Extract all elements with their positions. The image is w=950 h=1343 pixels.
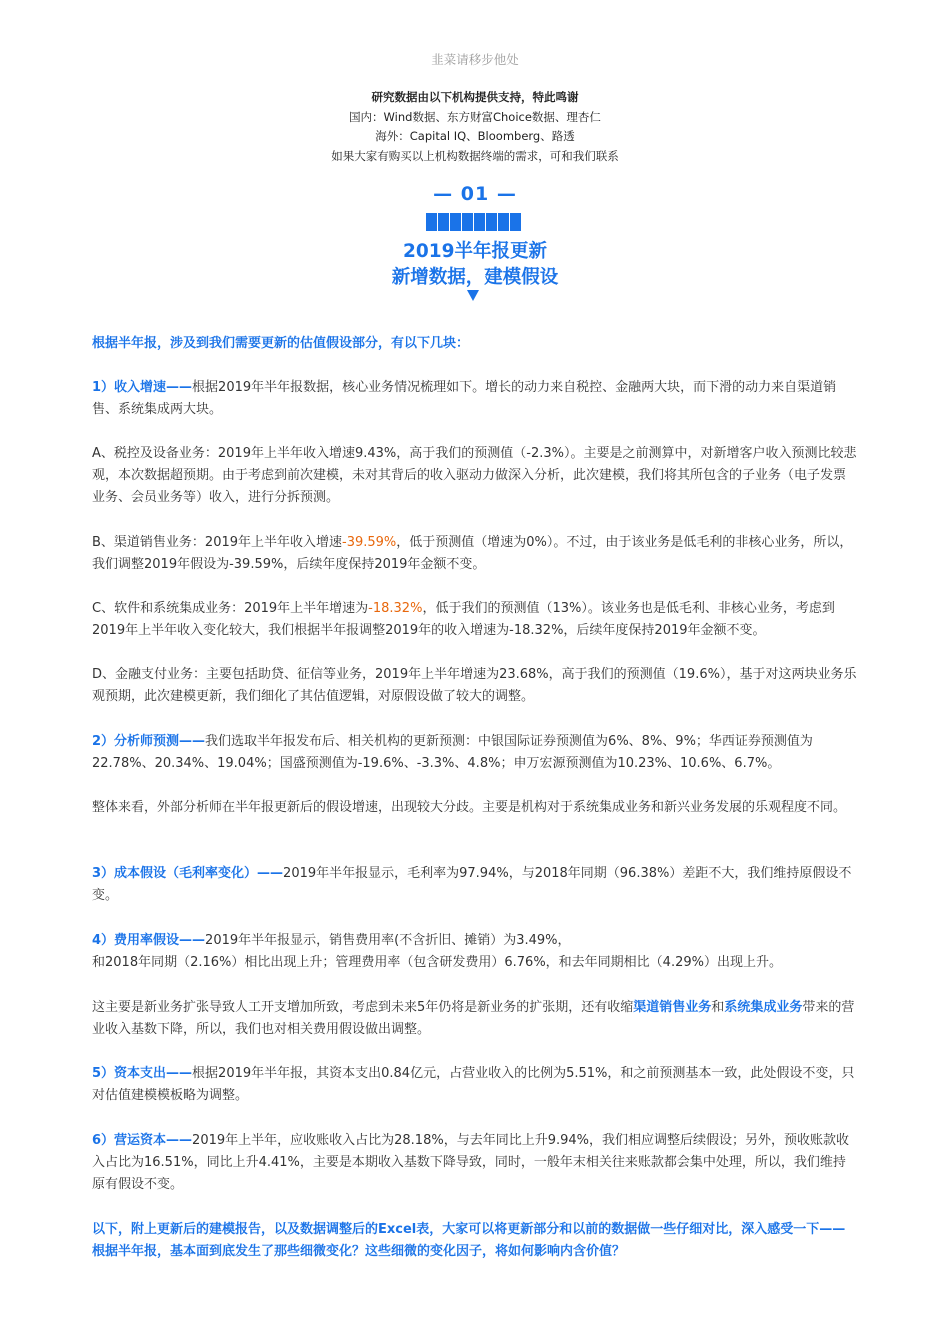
paragraph-heading: 2）分析师预测—— bbox=[92, 734, 206, 749]
paragraph-heading: 6）营运资本—— bbox=[92, 1133, 193, 1148]
paragraph-heading: 1）收入增速—— bbox=[92, 380, 193, 395]
section-number: — 01 — bbox=[433, 183, 517, 205]
paragraph-text: ，低于我们的预测值（13%）。该业务也是低毛利、非核心业务，考虑到2019年上半年收入变化较大，我们根据半年报调整2019年的收入增速为-18.32%，后续年度保持2019年金额不变。 bbox=[92, 601, 835, 638]
paragraph-capex bbox=[92, 1063, 858, 1107]
paragraph-text: 和 bbox=[711, 1000, 725, 1015]
emphasis-system-integration: 系统集成业务 bbox=[724, 1000, 803, 1015]
paragraph-channel-sales bbox=[92, 532, 858, 576]
paragraph-text: 2019年上半年，应收账收入占比为28.18%，与去年同比上升9.94%，我们相应调整后续假设；另外，预收账款收入占比为16.51%，同比上升4.41%，主要是本期收入基数下降导致，同时，一般年末相关往来账款都会集中处理，所以，我们维持原有假设不变。 bbox=[92, 1133, 849, 1192]
paragraph-cost-assumption bbox=[92, 863, 858, 907]
highlight-value: -18.32% bbox=[368, 601, 423, 616]
paragraph-heading: 4）费用率假设—— bbox=[92, 933, 206, 948]
sponsor-contact: 如果大家有购买以上机构数据终端的需求，可和我们联系 bbox=[331, 148, 619, 163]
intro-paragraph: 根据半年报，涉及到我们需要更新的估值假设部分，有以下几块： bbox=[92, 336, 470, 351]
paragraph-text: 根据2019年半年报，其资本支出0.84亿元，占营业收入的比例为5.51%，和之前预测基本一致，此处假设不变，只对估值建模模板略为调整。 bbox=[92, 1066, 855, 1103]
sponsor-overseas: 海外：Capital IQ、Bloomberg、路透 bbox=[375, 129, 575, 143]
section-decor-bar bbox=[426, 213, 522, 231]
paragraph-financial-payment: D、金融支付业务：主要包括助贷、征信等业务，2019年上半年增速为23.68%，高于我们的预测值（19.6%），基于对这两块业务乐观预期，此次建模更新，我们细化了其估值逻辑，对原假设做了较大的调整。 bbox=[92, 667, 857, 704]
paragraph-expense-reason bbox=[92, 997, 858, 1041]
section-title-line2: 新增数据，建模假设 bbox=[391, 267, 559, 288]
paragraph-expense-ratio bbox=[92, 930, 858, 974]
emphasis-channel-sales: 渠道销售业务 bbox=[633, 1000, 712, 1015]
paragraph-text: 2019年半年报显示，毛利率为97.94%，与2018年同期（96.38%）差距不大，我们维持原假设不变。 bbox=[92, 866, 852, 903]
sponsor-domestic: 国内：Wind数据、东方财富Choice数据、理杏仁 bbox=[349, 109, 601, 124]
watermark-text: 韭菜请移步他处 bbox=[431, 52, 519, 67]
paragraph-heading: 3）成本假设（毛利率变化）—— bbox=[92, 866, 284, 881]
section-title-line1: 2019半年报更新 bbox=[403, 241, 547, 262]
down-arrow-icon bbox=[467, 290, 479, 301]
paragraph-text: 根据2019年半年报数据，核心业务情况梳理如下。增长的动力来自税控、金融两大块，而下滑的动力来自渠道销售、系统集成两大块。 bbox=[92, 380, 837, 417]
paragraph-software-integration bbox=[92, 598, 858, 642]
paragraph-heading: 5）资本支出—— bbox=[92, 1066, 193, 1081]
paragraph-analyst-forecast bbox=[92, 731, 858, 775]
paragraph-text: B、渠道销售业务：2019年上半年收入增速 bbox=[92, 535, 343, 550]
paragraph-text: ，低于预测值（增速为0%）。不过，由于该业务是低毛利的非核心业务，所以，我们调整2019年假设为-39.59%，后续年度保持2019年金额不变。 bbox=[92, 535, 853, 572]
paragraph-text: 我们选取半年报发布后、相关机构的更新预测：中银国际证券预测值为6%、8%、9%；华西证券预测值为22.78%、20.34%、19.04%；国盛预测值为-19.6%、-3.3%、4.8%；申万宏源预测值为10.23%、10.6%、6.7%。 bbox=[92, 734, 813, 771]
paragraph-text: C、软件和系统集成业务：2019年上半年增速为 bbox=[92, 601, 369, 616]
paragraph-analyst-summary: 整体来看，外部分析师在半年报更新后的假设增速，出现较大分歧。主要是机构对于系统集成业务和新兴业务发展的乐观程度不同。 bbox=[92, 800, 847, 815]
paragraph-text: 2019年半年报显示，销售费用率(不含折旧、摊销）为3.49%， bbox=[205, 933, 571, 948]
sponsor-title: 研究数据由以下机构提供支持，特此鸣谢 bbox=[371, 90, 579, 104]
paragraph-working-capital bbox=[92, 1130, 858, 1196]
paragraph-revenue-growth bbox=[92, 377, 858, 421]
sponsor-block bbox=[0, 88, 950, 166]
highlight-value: -39.59% bbox=[342, 535, 397, 550]
paragraph-text: 和2018年同期（2.16%）相比出现上升；管理费用率（包含研发费用）6.76%，和去年同期相比（4.29%）出现上升。 bbox=[92, 955, 782, 970]
paragraph-text: 带来的营业收入基数下降，所以，我们也对相关费用假设做出调整。 bbox=[92, 1000, 855, 1037]
paragraph-text: 这主要是新业务扩张导致人工开支增加所致，考虑到未来5年仍将是新业务的扩张期，还有收缩 bbox=[92, 1000, 634, 1015]
closing-paragraph: 以下，附上更新后的建模报告，以及数据调整后的Excel表，大家可以将更新部分和以前的数据做一些仔细对比，深入感受一下——根据半年报，基本面到底发生了那些细微变化？这些细微的变化因子，将如何影响内含价值？ bbox=[92, 1222, 846, 1259]
paragraph-tax-control: A、税控及设备业务：2019年上半年收入增速9.43%，高于我们的预测值（-2.3%）。主要是之前测算中，对新增客户收入预测比较悲观，本次数据超预期。由于考虑到前次建模，未对其背后的收入驱动力做深入分析，此次建模，我们将其所包含的子业务（电子发票业务、会员业务等）收入，进行分拆预测。 bbox=[92, 446, 857, 505]
